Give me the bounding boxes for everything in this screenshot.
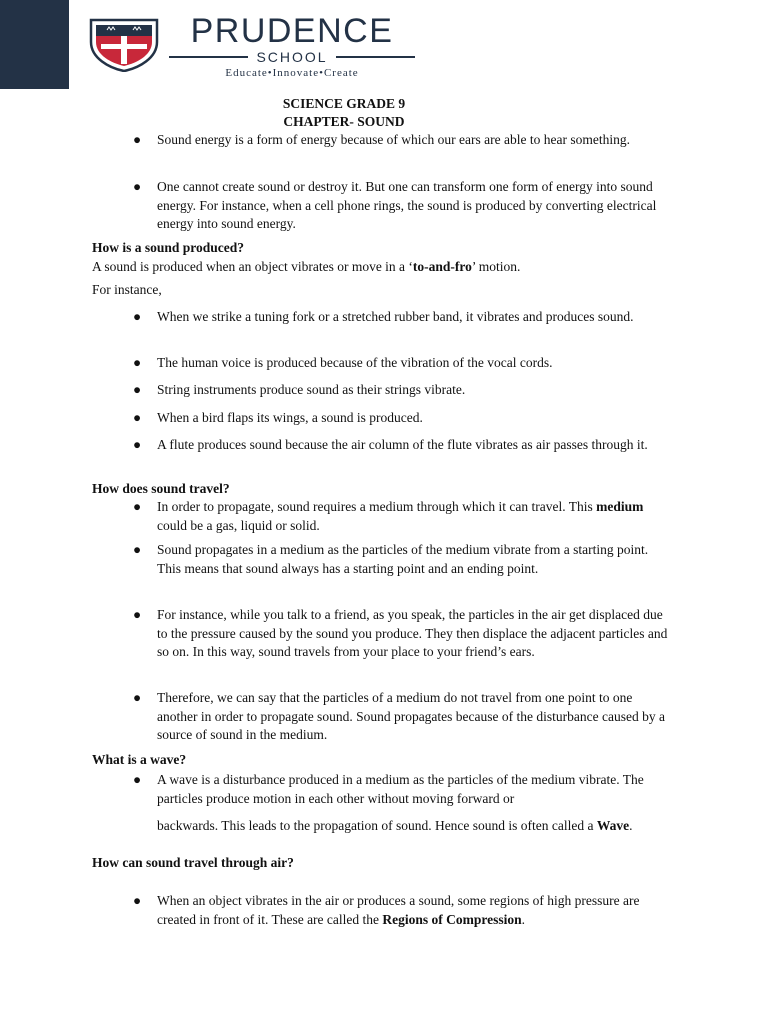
list-item — [133, 892, 672, 929]
brand-tagline: Educate•Innovate•Create — [225, 67, 359, 79]
list-item-continuation — [157, 817, 672, 836]
brand-sub-row — [169, 49, 415, 65]
bold-term: Regions of Compression — [382, 911, 522, 927]
shield-crest-icon — [87, 16, 161, 72]
list-item — [133, 178, 672, 234]
bullet-icon: ● — [133, 499, 142, 514]
document-titles — [0, 95, 688, 131]
bullet-icon: ● — [133, 607, 142, 622]
list-item-text: The human voice is produced because of the vibration of the vocal cords. — [157, 355, 553, 370]
list-item-text: A wave is a disturbance produced in a medium as the particles of the medium vibrate. The particles produce motion in each other without moving forward or — [157, 772, 644, 806]
bullet-icon: ● — [133, 542, 142, 557]
list-item-text: . — [629, 818, 633, 833]
bullet-icon: ● — [133, 690, 142, 705]
brand-name: PRUDENCE — [190, 12, 394, 50]
list-item-text: String instruments produce sound as their strings vibrate. — [157, 382, 466, 397]
bullet-icon: ● — [133, 309, 142, 324]
grade-title: SCIENCE GRADE 9 — [282, 96, 406, 111]
bullet-icon: ● — [133, 132, 142, 147]
bullet-icon: ● — [133, 437, 142, 452]
corner-color-block — [0, 0, 69, 89]
school-logo — [87, 12, 417, 79]
list-item-text: could be a gas, liquid or solid. — [157, 517, 320, 533]
list-item-text: . — [521, 911, 526, 927]
section-heading: What is a wave? — [92, 752, 187, 767]
brand-subtitle: SCHOOL — [256, 49, 328, 65]
list-item — [133, 606, 672, 662]
brand-text — [169, 14, 415, 79]
list-item-text: When an object vibrates in the air or produces a sound, some regions of high pressure are created in front of it. These are called the — [157, 893, 640, 927]
list-item — [133, 771, 672, 808]
chapter-title: CHAPTER- SOUND — [283, 114, 405, 129]
section-heading: How does sound travel? — [92, 481, 230, 496]
section-heading: How is a sound produced? — [92, 240, 245, 255]
bold-term: to-and-fro — [412, 259, 472, 274]
list-item-text: backwards. This leads to the propagation of sound. Hence sound is often called a — [157, 818, 597, 833]
list-item — [133, 308, 672, 327]
list-item-text: When a bird flaps its wings, a sound is produced. — [157, 410, 423, 425]
list-item-text: One cannot create sound or destroy it. But one can transform one form of energy into sound energy. For instance, when a cell phone rings, the sound is produced by converting electrical energy into sound energy. — [157, 179, 657, 231]
list-item — [133, 381, 672, 400]
list-item — [133, 689, 672, 745]
bold-term: medium — [596, 499, 644, 514]
paragraph: For instance, — [92, 282, 162, 297]
list-item-text: Therefore, we can say that the particles of a medium do not travel from one point to one another in order to propagate sound. Sound propagates because of the disturbance caused by a source of sound in the medium. — [157, 690, 665, 742]
bullet-icon: ● — [133, 382, 142, 397]
list-item-text: When we strike a tuning fork or a stretched rubber band, it vibrates and produces sound. — [157, 309, 634, 324]
list-item-text: A flute produces sound because the air column of the flute vibrates as air passes through it. — [157, 437, 648, 452]
list-item — [133, 498, 672, 535]
list-item-text: Sound energy is a form of energy because of which our ears are able to hear something. — [157, 132, 630, 147]
divider — [169, 56, 248, 58]
section-heading: How can sound travel through air? — [92, 855, 294, 870]
list-item — [133, 541, 672, 578]
paragraph — [92, 258, 682, 277]
bullet-icon: ● — [133, 772, 142, 787]
paragraph-text: ’ motion. — [471, 259, 521, 274]
list-item-text: In order to propagate, sound requires a medium through which it can travel. This — [157, 499, 597, 514]
bullet-icon: ● — [133, 355, 142, 370]
divider — [336, 56, 415, 58]
bullet-icon: ● — [133, 410, 142, 425]
bullet-icon: ● — [133, 893, 142, 908]
list-item — [133, 354, 672, 373]
bold-term: Wave — [596, 818, 630, 833]
list-item — [133, 436, 672, 455]
list-item-text: Sound propagates in a medium as the particles of the medium vibrate from a starting point. This means that sound always has a starting point and an ending point. — [157, 542, 649, 576]
bullet-icon: ● — [133, 179, 142, 194]
list-item — [133, 409, 672, 428]
paragraph-text: A sound is produced when an object vibrates or move in a ‘ — [92, 259, 413, 274]
list-item — [133, 131, 672, 150]
list-item-text: For instance, while you talk to a friend, as you speak, the particles in the air get displaced due to the pressure caused by the sound you produce. They then displace the adjacent particles and so on. In this way, sound travels from your place to your friend’s ears. — [157, 607, 668, 659]
